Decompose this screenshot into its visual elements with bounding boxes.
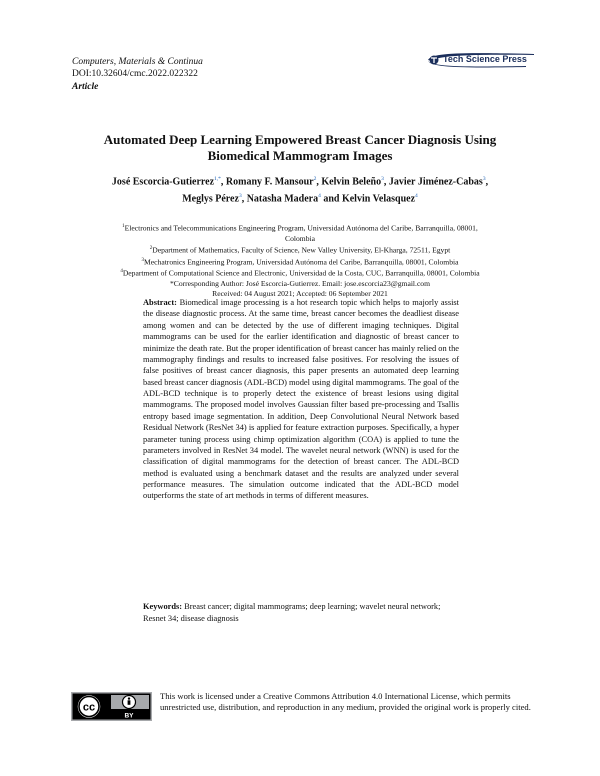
- affiliation-line: [60, 244, 540, 256]
- author-affiliation-sup[interactable]: 3: [381, 176, 384, 182]
- title-line-1: Automated Deep Learning Empowered Breast Cancer Diagnosis Using: [103, 132, 497, 147]
- publisher-logo: [426, 52, 536, 68]
- affiliation-number: 4: [120, 269, 123, 275]
- affiliation-text: Colombia: [285, 233, 315, 243]
- author-name[interactable]: Javier Jiménez-Cabas: [388, 176, 483, 188]
- title-line-2: Biomedical Mammogram Images: [207, 148, 393, 163]
- author-affiliation-sup[interactable]: 3: [238, 193, 242, 200]
- affiliation-line: [60, 267, 540, 279]
- author-separator: and: [320, 193, 342, 205]
- author-separator: ,: [241, 193, 247, 205]
- author-name[interactable]: Meglys Pérez: [182, 193, 239, 205]
- affiliation-text: Electronics and Telecommunications Engineering Program, Universidad Autónoma del Caribe, Barranquilla, 08001,: [124, 223, 478, 233]
- affiliation-text: Mechatronics Engineering Program, Universidad Autónoma del Caribe, Barranquilla, 08001, Colombia: [144, 257, 459, 267]
- affiliation-line: [60, 256, 540, 268]
- author-name[interactable]: Kelvin Velasquez: [341, 193, 416, 205]
- author-name[interactable]: Natasha Madera: [246, 193, 319, 205]
- abstract-text: Biomedical image processing is a hot research topic which helps to majorly assist the disease diagnostic process. At the same time, breast cancer becomes the deadliest disease among women and can be detected by the use of different imaging techniques. Digital mammograms can be used for the earlier identification and diagnostic of breast cancer to minimize the death rate. But the proper identification of breast cancer has mainly relied on the mammography findings and results to increased false positives. For resolving the issues of false positives of breast cancer diagnosis, this paper presents an automated deep learning based breast cancer diagnosis (ADL-BCD) model using digital mammograms. The goal of the ADL-BCD technique is to properly detect the existence of breast lesions using digital mammograms. The proposed model involves Gaussian filter based pre-processing and Tsallis entropy based image segmentation. In addition, Deep Convolutional Neural Network based Residual Network (ResNet 34) is applied for feature extraction purposes. Specifically, a hyper parameter tuning process using chimp optimization algorithm (COA) is applied to tune the parameters involved in ResNet 34 model. The wavelet neural network (WNN) is used for the classification of digital mammograms for the detection of breast cancer. The ADL-BCD method is evaluated using a benchmark dataset and the results are analyzed under several performance measures. The simulation outcome indicated that the ADL-BCD model outperforms the state of art methods in terms of different measures.: [143, 298, 459, 501]
- author-affiliation-sup[interactable]: 1,*: [214, 176, 221, 182]
- author-separator: ,: [316, 176, 322, 188]
- keywords: [143, 601, 459, 624]
- author-affiliation-sup[interactable]: 4: [318, 193, 321, 200]
- license-text: This work is licensed under a Creative Commons Attribution 4.0 International License, which permits unrestricted use, distribution, and reproduction in any medium, provided the original work is properly cited.: [160, 691, 531, 712]
- cc-badge-text: cc: [82, 701, 96, 714]
- publisher-name: Tech Science Press: [443, 54, 527, 64]
- affiliation-text: Department of Mathematics, Faculty of Science, New Valley University, El-Kharga, 72511, Egypt: [152, 245, 451, 255]
- authors-line-1: [60, 172, 540, 189]
- affiliations: [60, 222, 540, 300]
- keywords-text: Breast cancer; digital mammograms; deep learning; wavelet neural network; Resnet 34; disease diagnosis: [143, 602, 441, 623]
- author-separator: ,: [485, 176, 489, 188]
- paper-title: [60, 132, 540, 164]
- cc-by-badge-icon: [71, 692, 152, 721]
- affiliation-line: [60, 222, 540, 234]
- doi-link[interactable]: DOI:10.32604/cmc.2022.022322: [72, 69, 198, 79]
- author-list: [60, 172, 540, 207]
- author-affiliation-sup[interactable]: 4: [415, 193, 418, 200]
- affiliation-number: 3: [141, 257, 145, 263]
- author-affiliation-sup[interactable]: 3: [482, 176, 486, 182]
- author-separator: ,: [383, 176, 389, 188]
- affiliation-number: 2: [149, 245, 153, 251]
- abstract-label: Abstract:: [143, 298, 177, 307]
- author-separator: ,: [220, 176, 226, 188]
- article-type: Article: [72, 82, 99, 92]
- author-name[interactable]: Romany F. Mansour: [225, 176, 314, 188]
- received-accepted-dates: Received: 04 August 2021; Accepted: 06 September 2021: [212, 289, 388, 299]
- affiliation-text: Department of Computational Science and Electronic, Universidad de la Costa, CUC, Barranquilla, 08001, Colombia: [122, 268, 480, 278]
- affiliation-line: [60, 234, 540, 244]
- authors-line-2: [60, 189, 540, 206]
- author-name[interactable]: José Escorcia-Gutierrez: [111, 176, 215, 188]
- by-badge-text: BY: [124, 712, 134, 720]
- abstract: [143, 297, 459, 502]
- corresponding-author: *Corresponding Author: José Escorcia-Gutierrez. Email: jose.escorcia23@gmail.com: [169, 279, 431, 289]
- author-name[interactable]: Kelvin Beleño: [321, 176, 382, 188]
- cc-by-license-badge[interactable]: [71, 692, 152, 721]
- journal-name: Computers, Materials & Continua: [72, 57, 203, 67]
- affiliation-number: 1: [122, 224, 125, 229]
- author-affiliation-sup[interactable]: 2: [313, 176, 317, 182]
- keywords-label: Keywords:: [143, 602, 183, 611]
